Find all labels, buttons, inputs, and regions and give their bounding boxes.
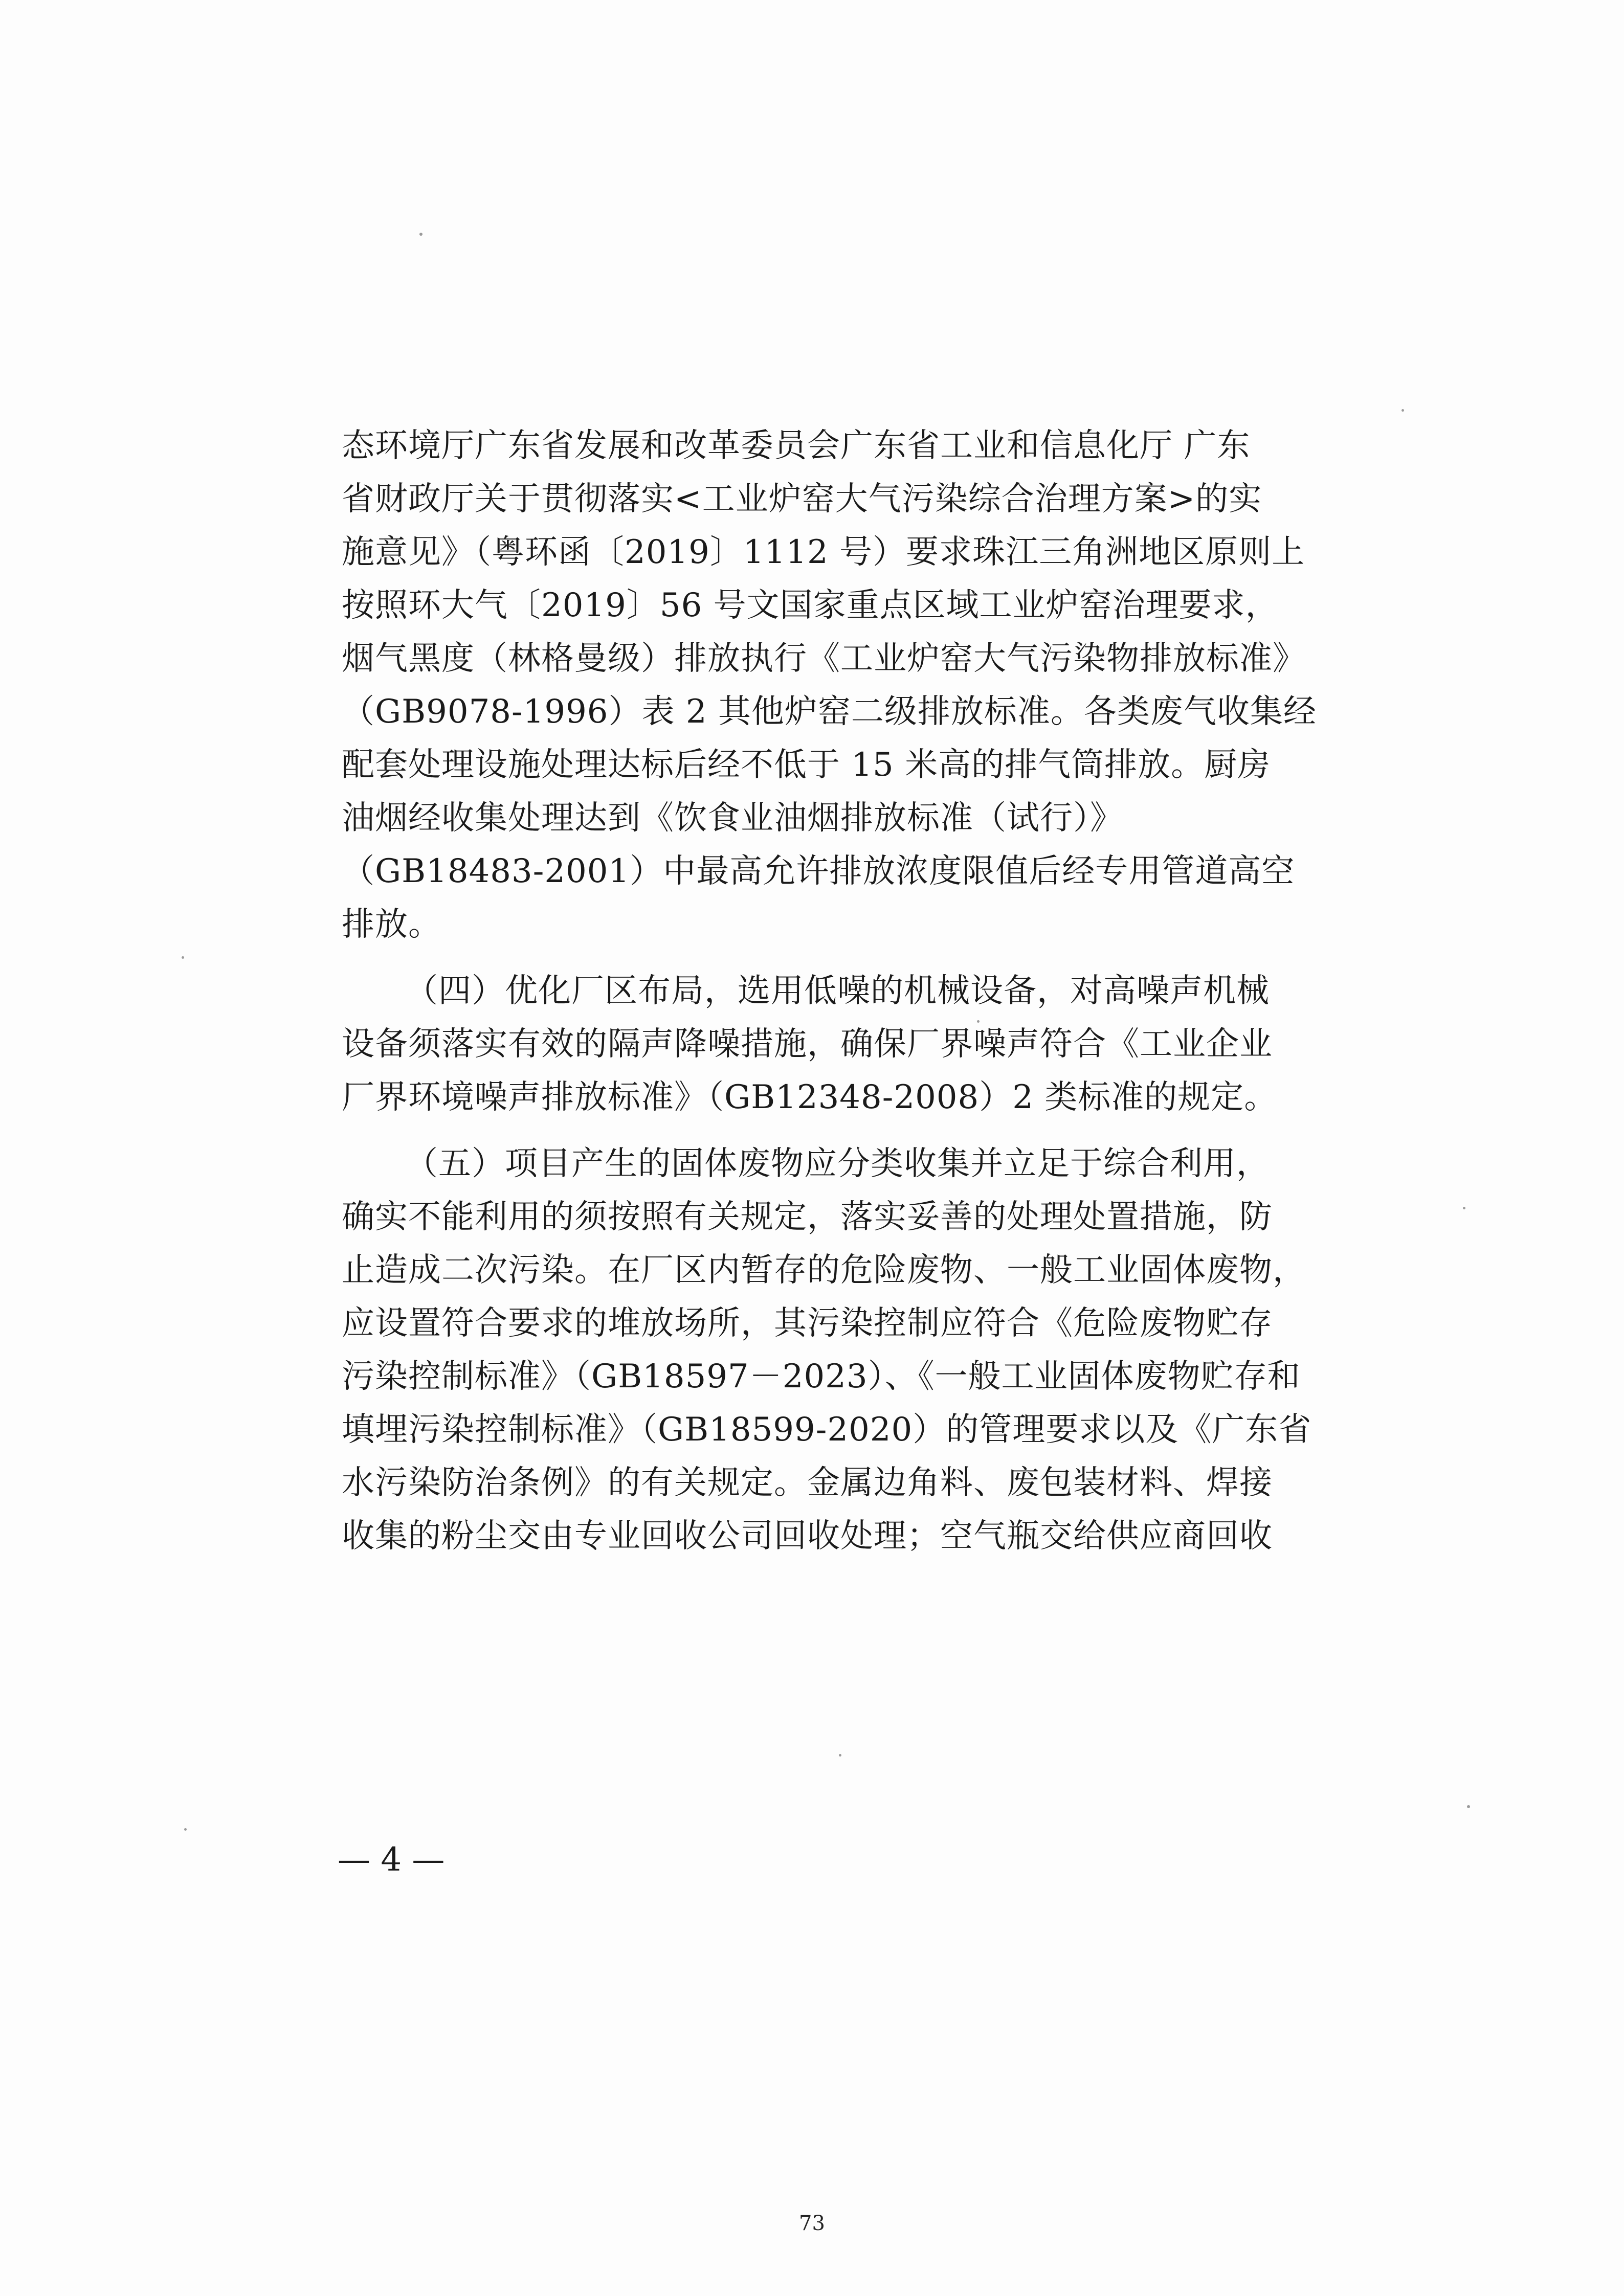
scan-speck — [839, 1754, 841, 1757]
text-line: （GB18483-2001）中最高允许排放浓度限值后经专用管道高空 — [342, 852, 1295, 890]
text-line: 止造成二次污染。在厂区内暂存的危险废物、一般工业固体废物， — [342, 1251, 1306, 1289]
paragraph-spacer — [342, 1124, 1288, 1137]
text-line: 态环境厅广东省发展和改革委员会广东省工业和信息化厅 广东 — [342, 427, 1251, 465]
page-marker: — 4 — — [338, 1841, 445, 1879]
footer-page-number: 73 — [799, 2212, 825, 2235]
text-line: 填埋污染控制标准》（GB18599-2020）的管理要求以及《广东省 — [342, 1411, 1312, 1449]
paragraph-spacer — [342, 951, 1288, 964]
scan-speck — [1467, 1805, 1470, 1808]
text-line: （GB9078-1996）表 2 其他炉窑二级排放标准。各类废气收集经 — [342, 693, 1317, 731]
text-line: （五）项目产生的固体废物应分类收集并立足于综合利用， — [405, 1145, 1270, 1183]
scan-speck — [1401, 409, 1404, 412]
text-line: 省财政厅关于贯彻落实<工业炉窑大气污染综合治理方案>的实 — [342, 480, 1262, 518]
scan-speck — [977, 1020, 980, 1023]
text-line: 收集的粉尘交由专业回收公司回收处理；空气瓶交给供应商回收 — [342, 1517, 1273, 1555]
scan-speck — [184, 1828, 187, 1831]
text-line: 油烟经收集处理达到《饮食业油烟排放标准（试行）》 — [342, 799, 1123, 837]
text-line: 水污染防治条例》的有关规定。金属边角料、废包装材料、焊接 — [342, 1464, 1273, 1502]
paragraph-air-emission — [342, 419, 1317, 951]
scan-speck — [182, 956, 184, 959]
text-line: 配套处理设施处理达标后经不低于 15 米高的排气筒排放。厨房 — [342, 746, 1271, 784]
text-line: 烟气黑度（林格曼级）排放执行《工业炉窑大气污染物排放标准》 — [342, 640, 1306, 678]
scan-speck — [419, 233, 422, 236]
text-line: 设备须落实有效的隔声降噪措施，确保厂界噪声符合《工业企业 — [342, 1025, 1273, 1063]
paragraph-noise — [342, 964, 1288, 1124]
text-line: （四）优化厂区布局，选用低噪的机械设备，对高噪声机械 — [405, 972, 1270, 1010]
paragraph-solid-waste — [342, 1137, 1312, 1563]
text-line: 施意见》（粤环函〔2019〕1112 号）要求珠江三角洲地区原则上 — [342, 533, 1305, 571]
text-line: 按照环大气〔2019〕56 号文国家重点区域工业炉窑治理要求， — [342, 587, 1279, 624]
text-line: 应设置符合要求的堆放场所，其污染控制应符合《危险废物贮存 — [342, 1304, 1273, 1342]
text-line: 排放。 — [342, 906, 441, 943]
text-line: 确实不能利用的须按照有关规定，落实妥善的处理处置措施，防 — [342, 1198, 1273, 1236]
text-line: 厂界环境噪声排放标准》（GB12348-2008）2 类标准的规定。 — [342, 1078, 1278, 1116]
body-text — [342, 419, 1317, 1563]
scan-speck — [1463, 1207, 1465, 1209]
text-line: 污染控制标准》（GB18597－2023）、《一般工业固体废物贮存和 — [342, 1358, 1301, 1395]
